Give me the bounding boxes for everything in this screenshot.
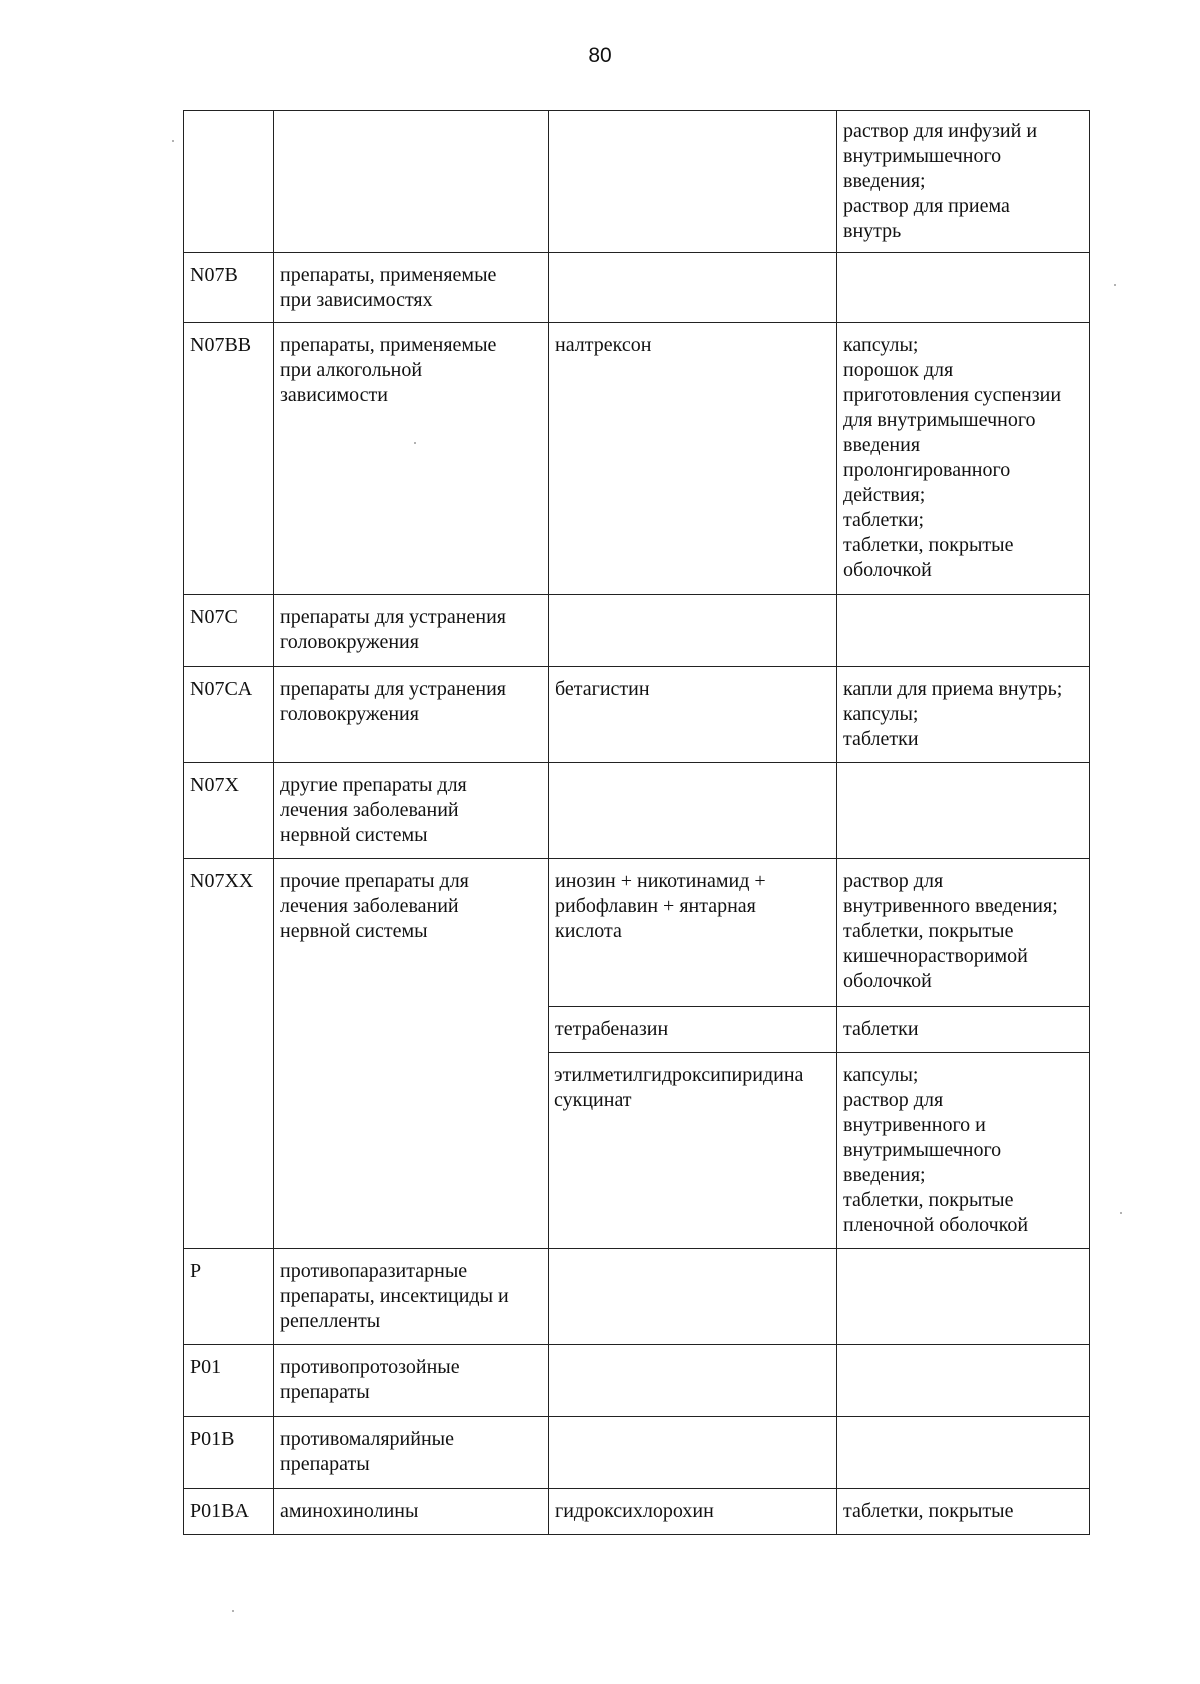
dosage-form-cell: капсулы; порошок для приготовления суспензии для внутримышечного введения пролонгированного действия; таблетки; таблетки, покрытые оболочкой	[837, 323, 1090, 595]
pharmacological-group-cell: другие препараты для лечения заболеваний нервной системы	[274, 763, 549, 859]
scan-speck	[1114, 284, 1116, 286]
table-row	[184, 323, 1090, 595]
page-number: 80	[588, 44, 612, 67]
scan-speck	[414, 442, 416, 444]
pharmacological-group-cell: препараты, применяемые при зависимостях	[274, 253, 549, 323]
dosage-form-cell: таблетки, покрытые	[837, 1489, 1090, 1535]
dosage-form-cell	[837, 763, 1090, 859]
atc-code-cell: N07BB	[184, 323, 274, 595]
drug-name-cell	[549, 1417, 837, 1489]
pharmacological-group-cell: препараты для устранения головокружения	[274, 667, 549, 763]
atc-code-cell: P01	[184, 1345, 274, 1417]
drug-name-cell	[549, 595, 837, 667]
dosage-form-cell	[837, 1249, 1090, 1345]
dosage-form-cell: раствор для внутривенного введения; таблетки, покрытые кишечнорастворимой оболочкой	[837, 859, 1090, 1007]
atc-code-cell: P01BA	[184, 1489, 274, 1535]
drug-name-cell	[549, 1249, 837, 1345]
drug-name-cell: этилметилгидроксипиридина сукцинат	[549, 1053, 837, 1249]
table-row	[184, 1417, 1090, 1489]
dosage-form-cell: капсулы; раствор для внутривенного и внутримышечного введения; таблетки, покрытые пленочной оболочкой	[837, 1053, 1090, 1249]
atc-code-cell	[184, 111, 274, 253]
atc-code-cell: N07CA	[184, 667, 274, 763]
atc-code-cell: P	[184, 1249, 274, 1345]
scan-speck	[1120, 1212, 1122, 1214]
table-row	[184, 1345, 1090, 1417]
dosage-form-cell	[837, 1345, 1090, 1417]
pharmacological-group-cell	[274, 111, 549, 253]
atc-code-cell: N07XX	[184, 859, 274, 1249]
drug-classification-table	[183, 110, 1090, 1535]
table-row	[184, 253, 1090, 323]
drug-name-cell	[549, 763, 837, 859]
scan-speck	[172, 140, 174, 142]
drug-name-cell: инозин + никотинамид + рибофлавин + янтарная кислота	[549, 859, 837, 1007]
table-row	[184, 1489, 1090, 1535]
pharmacological-group-cell: противомалярийные препараты	[274, 1417, 549, 1489]
pharmacological-group-cell: препараты для устранения головокружения	[274, 595, 549, 667]
atc-code-cell: N07B	[184, 253, 274, 323]
dosage-form-cell	[837, 1417, 1090, 1489]
pharmacological-group-cell: препараты, применяемые при алкогольной зависимости	[274, 323, 549, 595]
pharmacological-group-cell: противопаразитарные препараты, инсектициды и репелленты	[274, 1249, 549, 1345]
table-row	[184, 667, 1090, 763]
drug-name-cell	[549, 1345, 837, 1417]
drug-name-cell: гидроксихлорохин	[549, 1489, 837, 1535]
table-row	[184, 763, 1090, 859]
drug-name-cell: тетрабеназин	[549, 1007, 837, 1053]
pharmacological-group-cell: прочие препараты для лечения заболеваний нервной системы	[274, 859, 549, 1249]
drug-name-cell: бетагистин	[549, 667, 837, 763]
drug-name-cell	[549, 253, 837, 323]
drug-name-cell: налтрексон	[549, 323, 837, 595]
atc-code-cell: N07X	[184, 763, 274, 859]
atc-code-cell: P01B	[184, 1417, 274, 1489]
dosage-form-cell	[837, 595, 1090, 667]
table-row	[184, 1249, 1090, 1345]
table-row	[184, 111, 1090, 253]
dosage-form-cell: раствор для инфузий и внутримышечного введения; раствор для приема внутрь	[837, 111, 1090, 253]
dosage-form-cell	[837, 253, 1090, 323]
drug-name-cell	[549, 111, 837, 253]
dosage-form-cell: таблетки	[837, 1007, 1090, 1053]
pharmacological-group-cell: противопротозойные препараты	[274, 1345, 549, 1417]
pharmacological-group-cell: аминохинолины	[274, 1489, 549, 1535]
atc-code-cell: N07C	[184, 595, 274, 667]
scan-speck	[232, 1610, 234, 1612]
dosage-form-cell: капли для приема внутрь; капсулы; таблетки	[837, 667, 1090, 763]
table-row	[184, 859, 1090, 1007]
table-row	[184, 595, 1090, 667]
